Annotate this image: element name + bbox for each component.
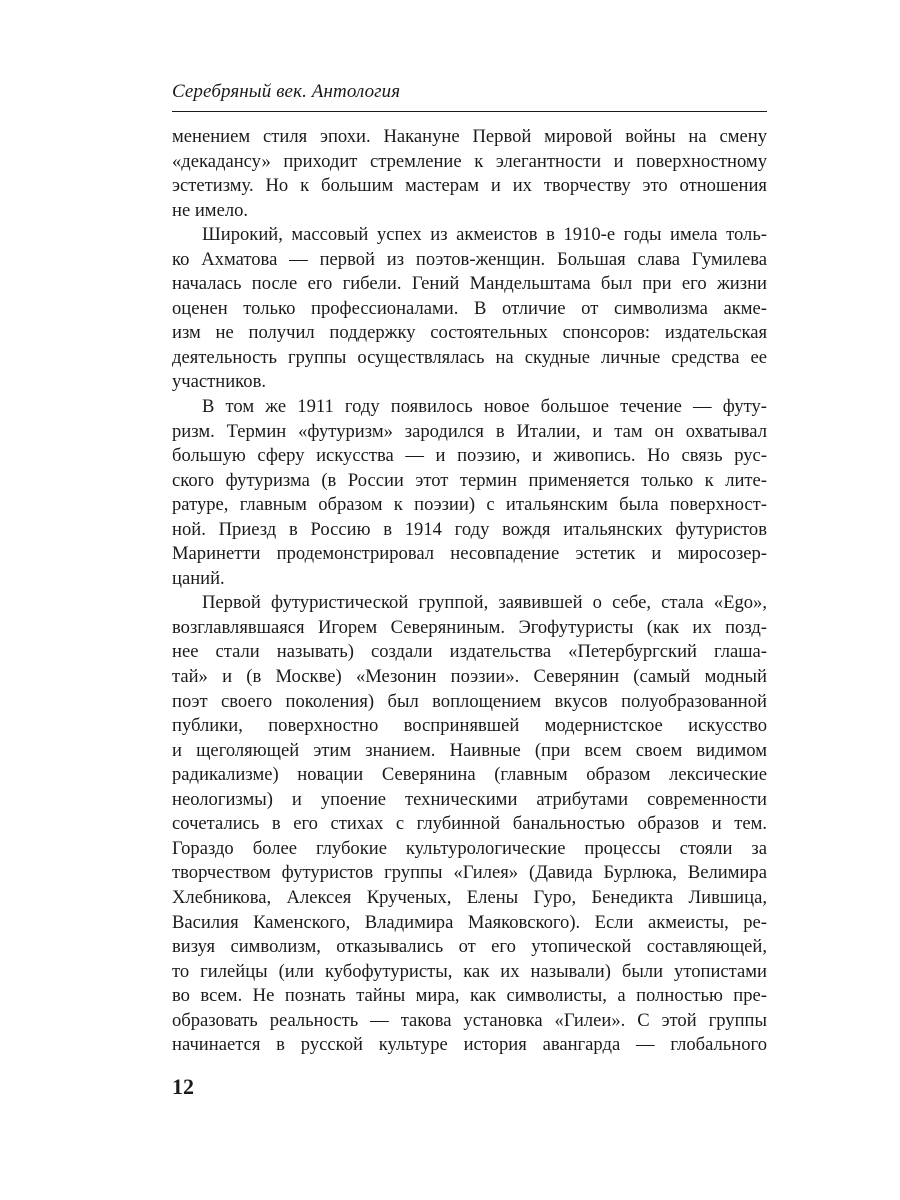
body-text	[172, 125, 767, 1058]
text-line: Широкий, массовый успех из акмеистов в 1910-е годы имела толь-	[202, 224, 767, 246]
text-line: ратуре, главным образом к поэзии) с итальянским была поверхност-	[172, 494, 767, 516]
text-line: неологизмы) и упоение техническими атрибутами современности	[172, 788, 767, 810]
text-line: Первой футуристической группой, заявившей о себе, стала «Ego»,	[202, 592, 767, 614]
page-number: 12	[172, 1074, 194, 1099]
text-line: творчеством футуристов группы «Гилея» (Давида Бурлюка, Велимира	[172, 862, 767, 884]
text-line: то гилейцы (или кубофутуристы, как их называли) были утопистами	[172, 960, 767, 982]
text-line: поэт своего поколения) был воплощением вкусов полуобразованной	[172, 690, 767, 712]
text-line: радикализме) новации Северянина (главным образом лексические	[172, 764, 767, 786]
text-line: начинается в русской культуре история авангарда — глобального	[172, 1034, 767, 1056]
text-line: Гораздо более глубокие культурологические процессы стояли за	[172, 837, 767, 859]
text-line: ной. Приезд в Россию в 1914 году вождя итальянских футуристов	[172, 518, 767, 540]
text-line: и щеголяющей этим знанием. Наивные (при всем своем видимом	[172, 739, 767, 761]
running-head: Серебряный век. Антология	[172, 81, 401, 102]
text-line: В том же 1911 году появилось новое большое течение — футу-	[202, 396, 767, 418]
text-line: цаний.	[172, 567, 225, 589]
text-line: нее стали называть) создали издательства «Петербургский глаша-	[172, 641, 767, 663]
text-line: участников.	[172, 371, 266, 393]
text-line: большую сферу искусства — и поэзию, и живопись. Но связь рус-	[172, 445, 767, 467]
paragraph	[172, 591, 767, 1057]
text-line: изм не получил поддержку состоятельных спонсоров: издательская	[172, 322, 767, 344]
text-line: менением стиля эпохи. Накануне Первой мировой войны на смену	[172, 126, 767, 147]
paragraph	[172, 125, 767, 223]
header-rule	[172, 111, 767, 112]
text-line: эстетизму. Но к большим мастерам и их творчеству это отношения	[172, 175, 767, 197]
text-line: ского футуризма (в России этот термин применяется только к лите-	[172, 469, 767, 491]
text-line: возглавлявшаяся Игорем Северяниным. Эгофутуристы (как их позд-	[172, 616, 767, 638]
text-line: визуя символизм, отказывались от его утопической составляющей,	[172, 936, 767, 958]
text-line: сочетались в его стихах с глубинной банальностью образов и тем.	[172, 813, 767, 835]
text-line: Маринетти продемонстрировал несовпадение эстетик и миросозер-	[172, 543, 767, 565]
text-line: началась после его гибели. Гений Мандельштама был при его жизни	[172, 273, 767, 295]
text-line: Василия Каменского, Владимира Маяковского). Если акмеисты, ре-	[172, 911, 767, 933]
text-line: ко Ахматова — первой из поэтов-женщин. Большая слава Гумилева	[172, 248, 767, 270]
text-line: тай» и (в Москве) «Мезонин поэзии». Северянин (самый модный	[172, 666, 767, 688]
paragraph	[172, 395, 767, 591]
text-line: публики, поверхностно воспринявшей модернистское искусство	[172, 715, 767, 737]
text-line: образовать реальность — такова установка «Гилеи». С этой группы	[172, 1009, 767, 1031]
text-line: деятельность группы осуществлялась на скудные личные средства ее	[172, 346, 767, 368]
text-line: во всем. Не познать тайны мира, как символисты, а полностью пре-	[172, 985, 767, 1007]
text-line: ризм. Термин «футуризм» зародился в Италии, и там он охватывал	[172, 420, 767, 442]
text-line: «декадансу» приходит стремление к элегантности и поверхностному	[172, 150, 767, 172]
text-line: Хлебникова, Алексея Крученых, Елены Гуро, Бенедикта Лившица,	[172, 886, 767, 908]
paragraph	[172, 223, 767, 395]
text-line: не имело.	[172, 199, 249, 221]
text-line: оценен только профессионалами. В отличие от символизма акме-	[172, 297, 767, 319]
